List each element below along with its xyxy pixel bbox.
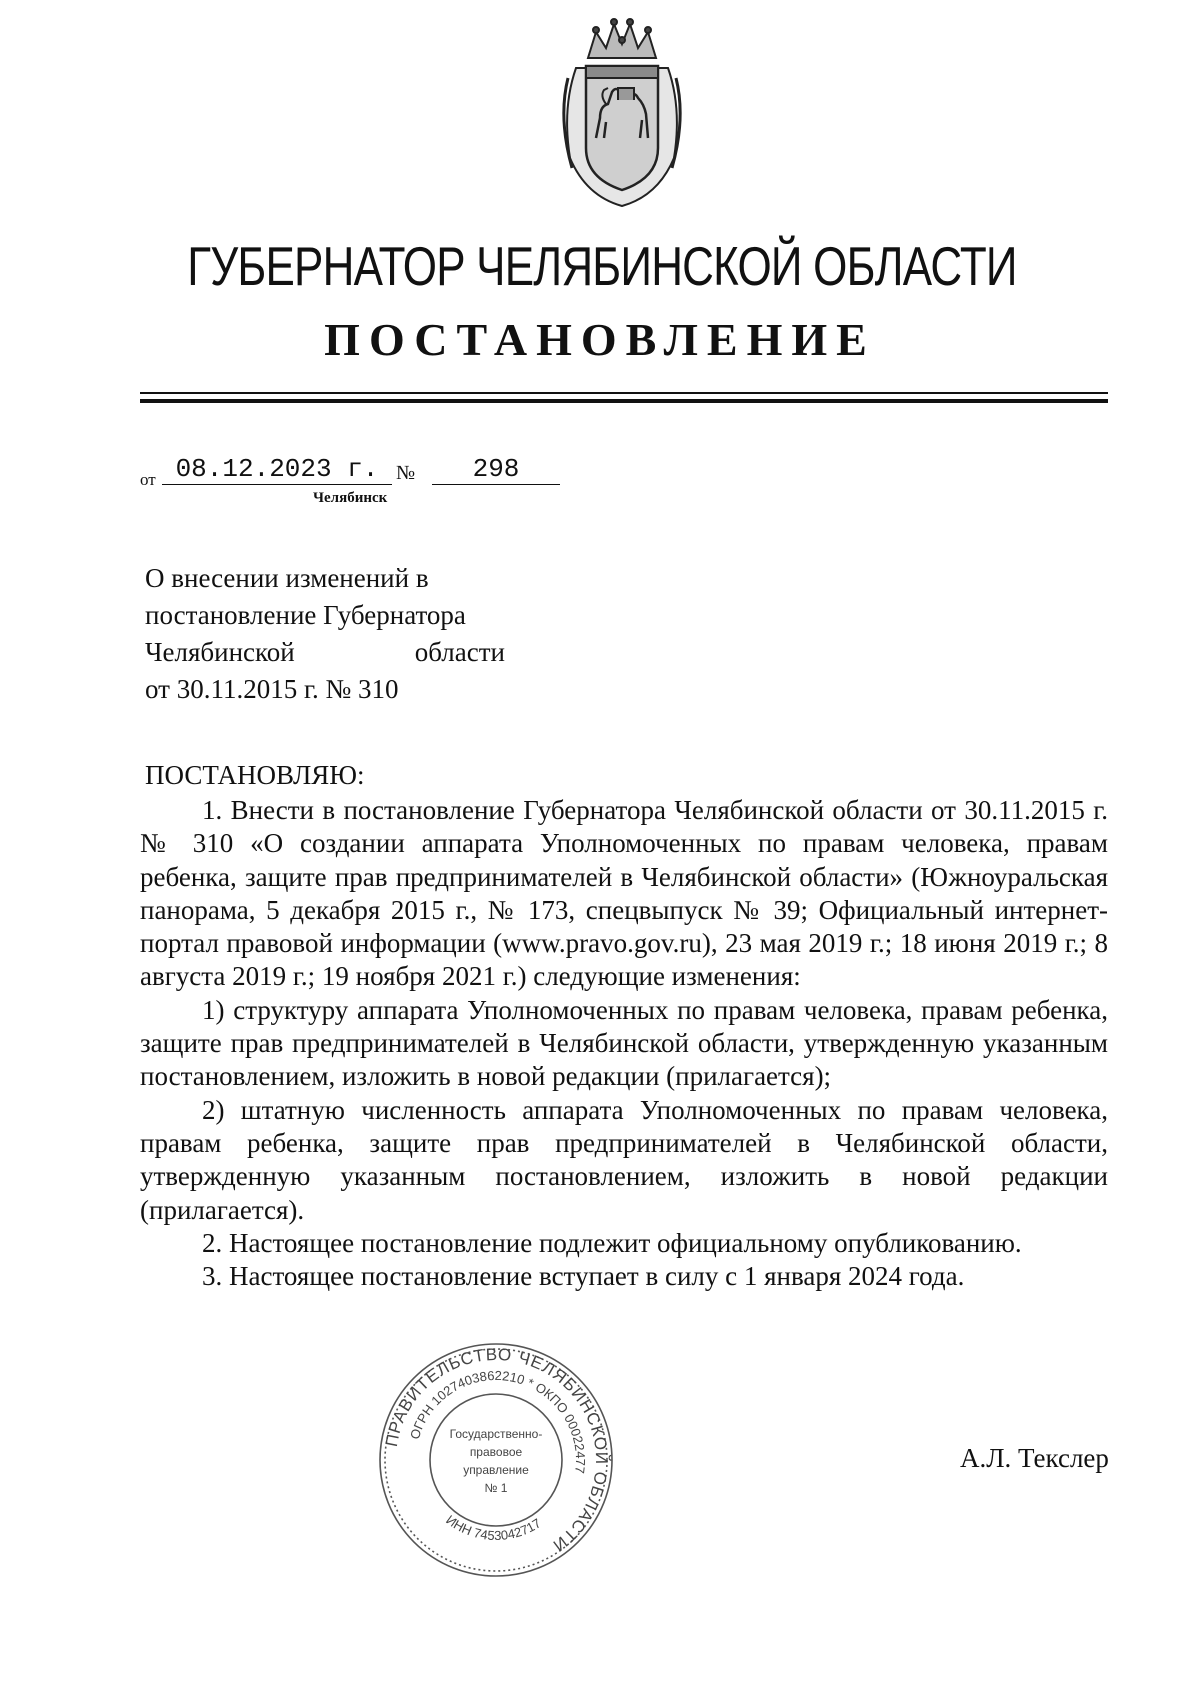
seal-center-line: № 1 bbox=[484, 1481, 508, 1495]
subject-line: постановление Губернатора bbox=[145, 600, 466, 630]
body-paragraph: 2) штатную численность аппарата Уполномоченных по правам человека, правам ребенка, защите прав предпринимателей в Челябинской области, утвержденную указанным постановлением, изложить в новой редакции (прилагается). bbox=[140, 1094, 1108, 1225]
seal-center-line: управление bbox=[463, 1463, 529, 1477]
signatory-name: А.Л. Текслер bbox=[960, 1443, 1109, 1473]
body-paragraph: 1. Внести в постановление Губернатора Челябинской области от 30.11.2015 г. № 310 «О создании аппарата Уполномоченных по правам человека, правам ребенка, защите прав предпринимателей в Челябинской области» (Южноуральская панорама, 5 декабря 2015 г., № 173, спецвыпуск № 39; Официальный интернет-портал правовой информации (www.pravo.gov.ru), 23 мая 2019 г.; 18 июня 2019 г.; 8 августа 2019 г.; 19 ноября 2021 г.) следующие изменения: bbox=[140, 795, 1108, 992]
body-paragraph: 2. Настоящее постановление подлежит официальному опубликованию. bbox=[202, 1227, 1022, 1258]
date-prefix-label: от bbox=[140, 470, 156, 489]
number-sign-label: № bbox=[396, 462, 416, 484]
official-seal-stamp bbox=[376, 1340, 616, 1580]
organization-title: ГУБЕРНАТОР ЧЕЛЯБИНСКОЙ ОБЛАСТИ bbox=[187, 235, 1017, 297]
subject-line: Челябинской области bbox=[145, 637, 505, 667]
seal-center-line: правовое bbox=[469, 1445, 523, 1459]
body-paragraph: 3. Настоящее постановление вступает в силу с 1 января 2024 года. bbox=[202, 1261, 965, 1292]
seal-bottom-text: ИНН 7453042717 bbox=[443, 1512, 544, 1544]
document-subject bbox=[145, 560, 505, 708]
seal-outer-text: ПРАВИТЕЛЬСТВО ЧЕЛЯБИНСКОЙ ОБЛАСТИ bbox=[381, 1344, 612, 1556]
document-body bbox=[140, 794, 1108, 1293]
coat-of-arms-icon bbox=[556, 18, 688, 208]
subject-line: О внесении изменений в bbox=[145, 563, 429, 593]
subject-line: от 30.11.2015 г. № 310 bbox=[145, 674, 399, 704]
seal-center-line: Государственно- bbox=[449, 1427, 543, 1441]
decree-word: ПОСТАНОВЛЯЮ: bbox=[145, 760, 365, 790]
document-type-heading: ПОСТАНОВЛЕНИЕ bbox=[324, 314, 876, 365]
document-number: 298 bbox=[432, 454, 560, 485]
header-rule-thick bbox=[140, 399, 1108, 403]
header-rule-thin bbox=[140, 392, 1108, 394]
document-date: 08.12.2023 г. bbox=[162, 454, 392, 485]
issue-city: Челябинск bbox=[313, 490, 388, 506]
body-paragraph: 1) структуру аппарата Уполномоченных по правам человека, правам ребенка, защите прав предпринимателей в Челябинской области, утвержденную указанным постановлением, изложить в новой редакции (прилагается); bbox=[140, 994, 1108, 1092]
seal-middle-text: ОГРН 1027403862210 * ОКПО 00022477 bbox=[406, 1367, 589, 1475]
